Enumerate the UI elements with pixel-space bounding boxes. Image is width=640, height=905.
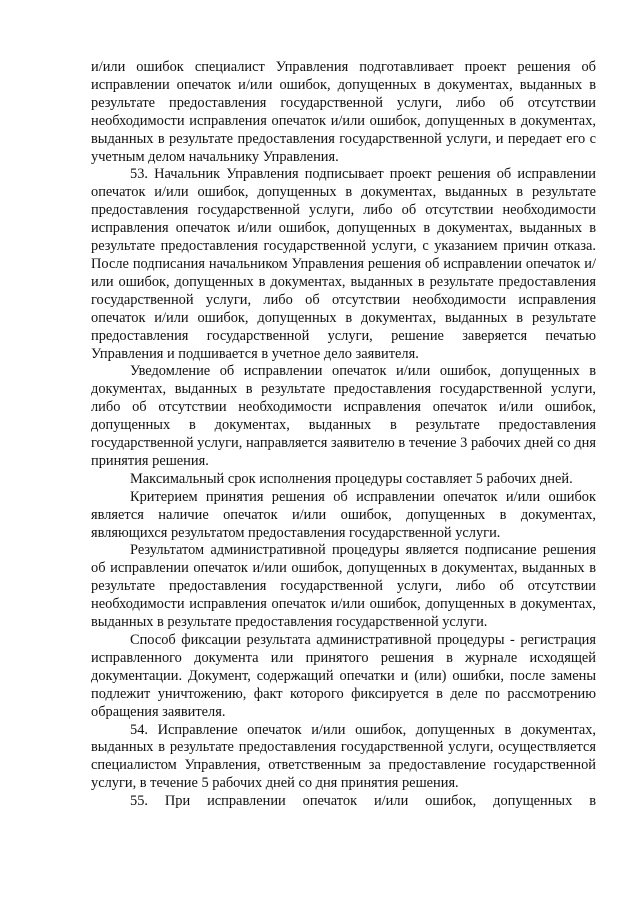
paragraph-item-53: 53. Начальник Управления подписывает проект решения об исправлении опечаток и/или ошибок, допущенных в документах, выданных в результате предоставления государственной услуги, либо об отсутствии необходимости исправления опечаток и/или ошибок, допущенных в документах, выданных в результате предоставления государственной услуги, с указанием причин отказа. После подписания начальником Управления решения об исправлении опечаток и/или ошибок, допущенных в документах, выданных в результате предоставления государственной услуги, либо об отсутствии необходимости исправления опечаток и/или ошибок, допущенных в документах, выданных в результате предоставления государственной услуги, решение заверяется печатью Управления и подшивается в учетное дело заявителя. [91, 166, 596, 362]
paragraph-criterion: Критерием принятия решения об исправлении опечаток и/или ошибок является наличие опечаток и/или ошибок, допущенных в документах, являющихся результатом предоставления государственной услуги. [91, 488, 596, 541]
paragraph-result: Результатом административной процедуры является подписание решения об исправлении опечаток и/или ошибок, допущенных в документах, выданных в результате предоставления государственной услуги, либо об отсутствии необходимости исправления опечаток и/или ошибок, допущенных в документах, выданных в результате предоставления государственной услуги. [91, 542, 596, 631]
paragraph-continuation: и/или ошибок специалист Управления подготавливает проект решения об исправлении опечаток и/или ошибок, допущенных в документах, выданных в результате предоставления государственной услуги, либо об отсутствии необходимости исправления опечаток и/или ошибок, допущенных в документах, выданных в результате предоставления государственной услуги, и передает его с учетным делом начальнику Управления. [91, 59, 596, 165]
paragraph-item-54: 54. Исправление опечаток и/или ошибок, допущенных в документах, выданных в результате предоставления государственной услуги, осуществляется специалистом Управления, ответственным за предоставление государственной услуги, в течение 5 рабочих дней со дня принятия решения. [91, 721, 596, 792]
paragraph-fixation-method: Способ фиксации результата административной процедуры - регистрация исправленного документа или принятого решения в журнале исходящей документации. Документ, содержащий опечатки и (или) ошибки, после замены подлежит уничтожению, факт которого фиксируется в деле по рассмотрению обращения заявителя. [91, 632, 596, 720]
document-page [91, 59, 596, 811]
paragraph-max-term: Максимальный срок исполнения процедуры составляет 5 рабочих дней. [130, 470, 573, 487]
paragraph-item-55: 55. При исправлении опечаток и/или ошибок, допущенных в [130, 793, 596, 810]
paragraph-notification: Уведомление об исправлении опечаток и/или ошибок, допущенных в документах, выданных в результате предоставления государственной услуги, либо об отсутствии необходимости исправления опечаток и/или ошибок, допущенных в документах, выданных в результате предоставления государственной услуги, направляется заявителю в течение 3 рабочих дней со дня принятия решения. [91, 363, 596, 469]
